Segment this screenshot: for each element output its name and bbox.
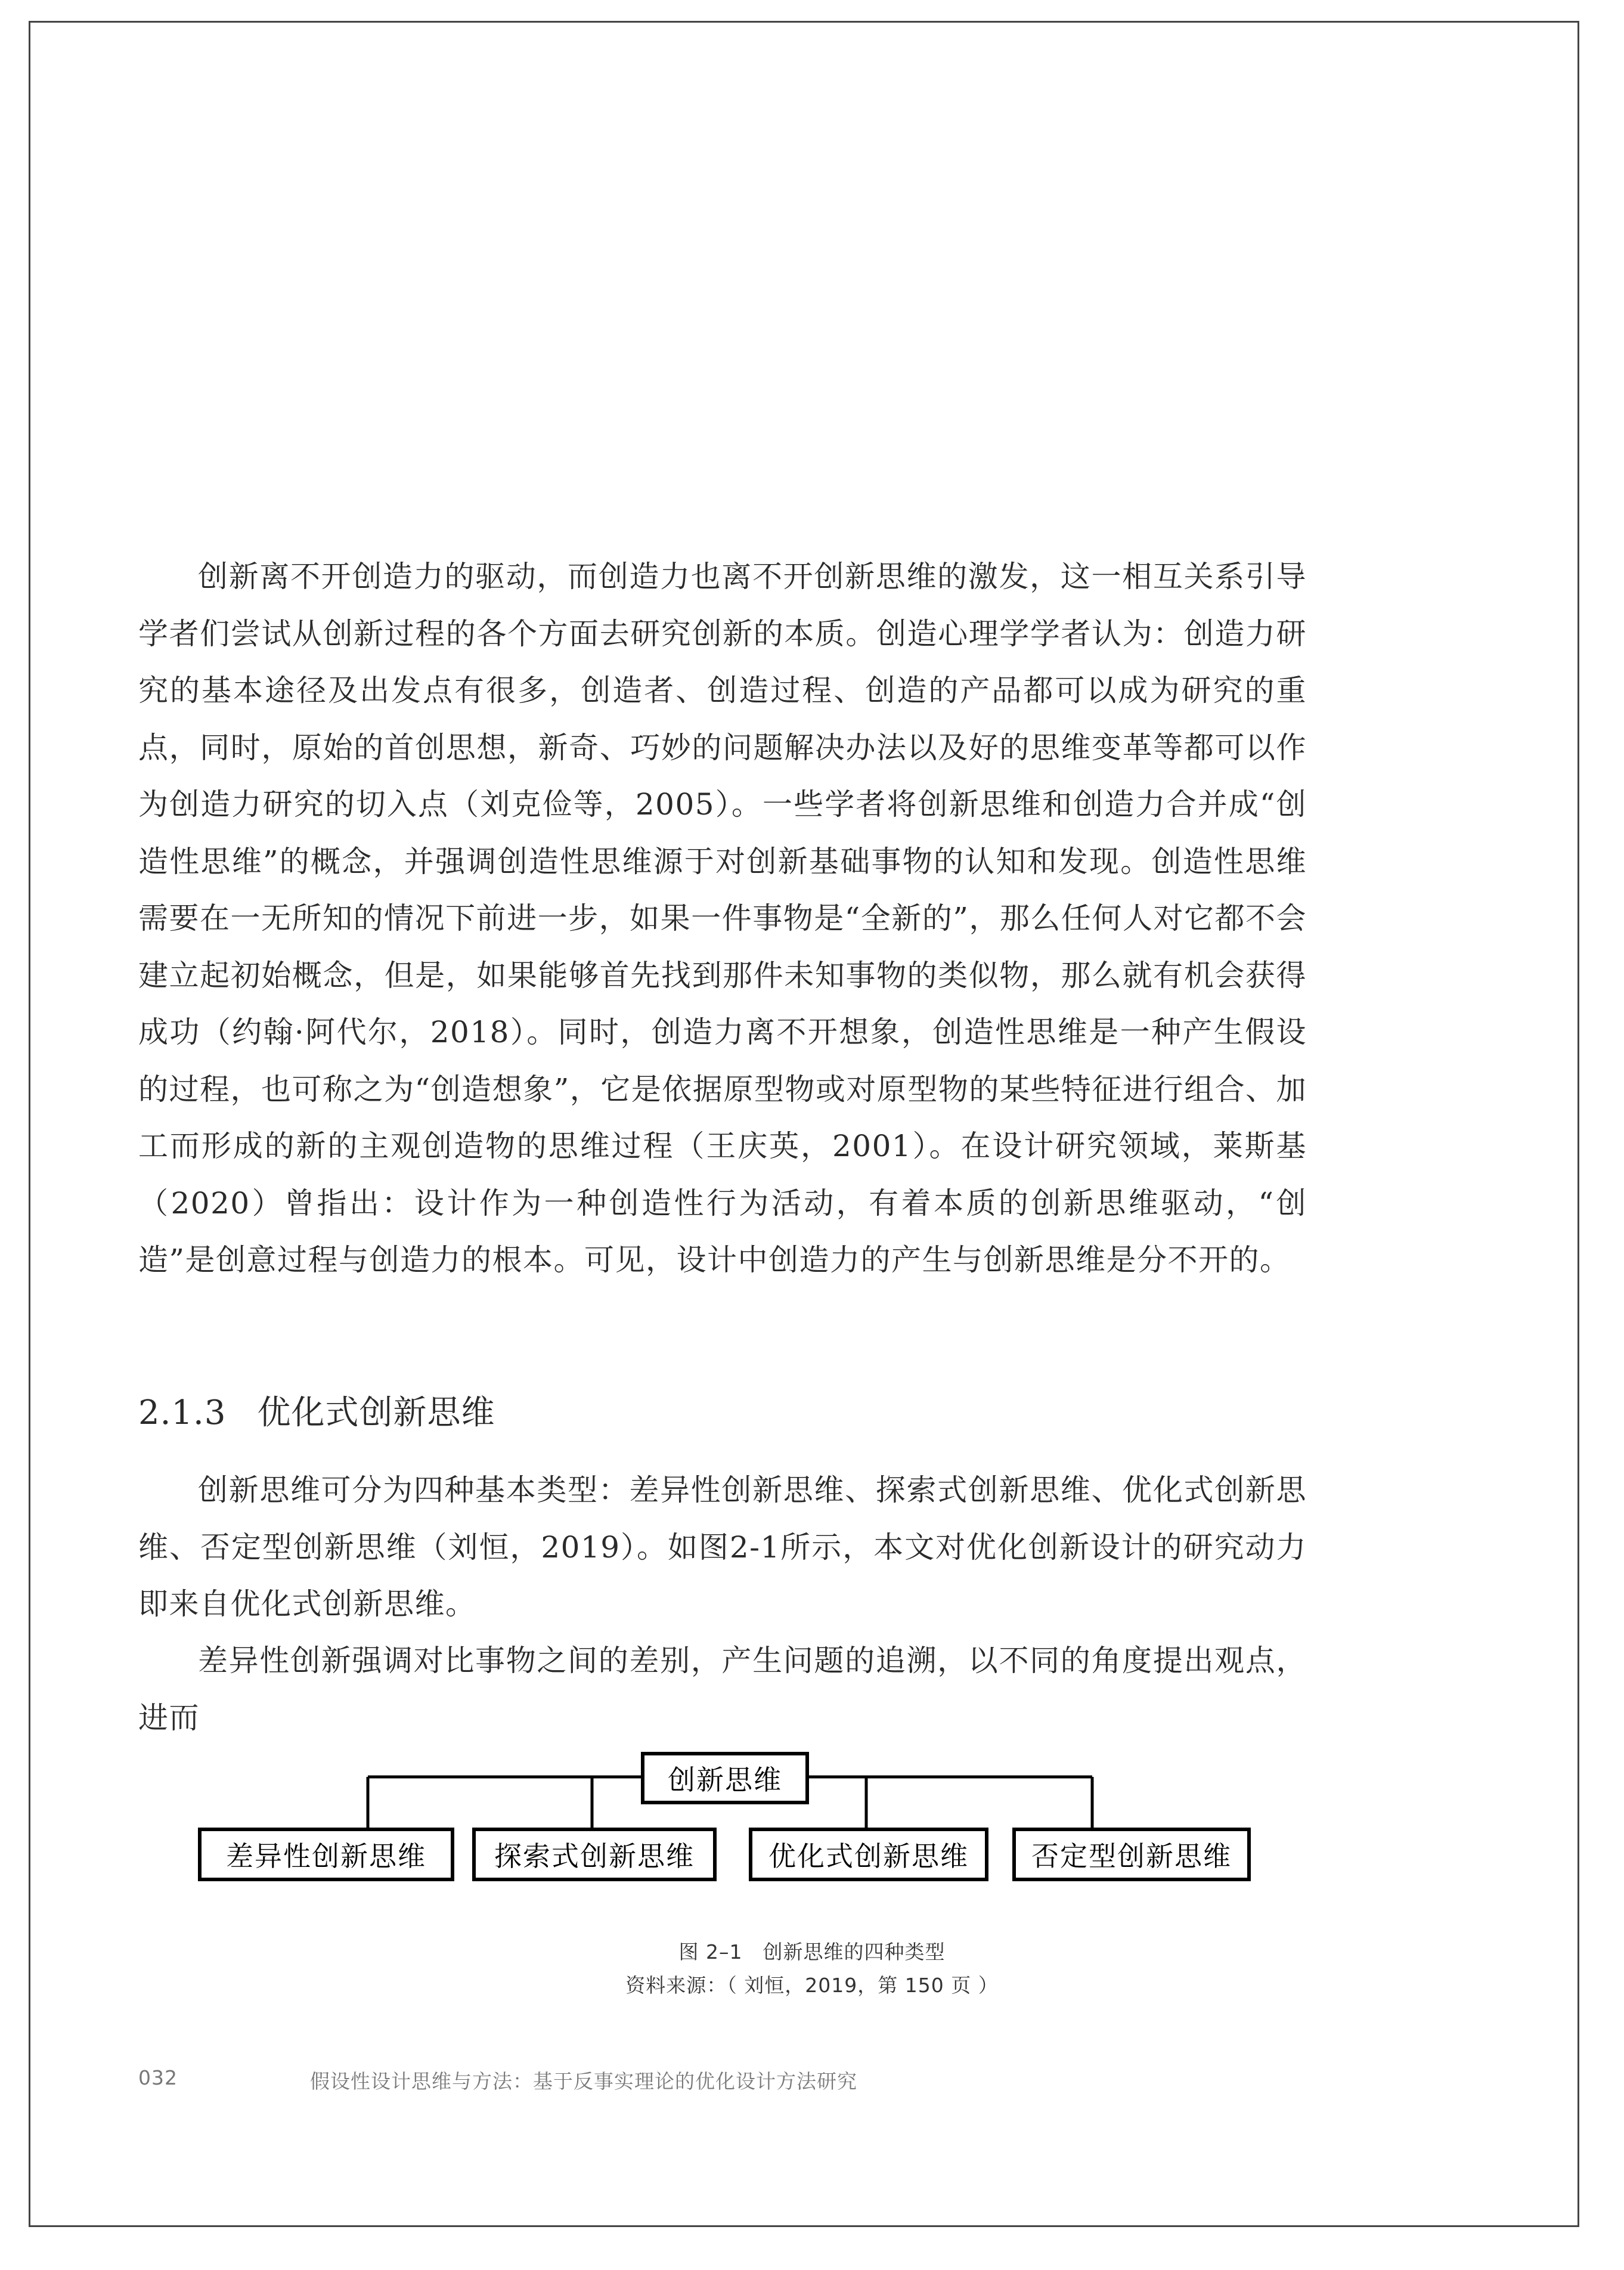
section-number: 2.1.3: [138, 1393, 227, 1432]
innovation-thinking-diagram: [191, 1741, 1264, 1902]
body-paragraph-difference: 差异性创新强调对比事物之间的差别，产生问题的追溯，以不同的角度提出观点，进而: [138, 1643, 1307, 1735]
trim-line-right: [1577, 21, 1579, 2227]
trim-line-bottom: [29, 2225, 1579, 2227]
figure-caption: 图 2–1 创新思维的四种类型: [678, 1940, 946, 1964]
child-node-3: 优化式创新思维: [749, 1828, 988, 1881]
figure-source: 资料来源：（ 刘恒，2019，第 150 页 ）: [625, 1974, 999, 1997]
section-heading: [138, 1386, 495, 1434]
running-title: 假设性设计思维与方法：基于反事实理论的优化设计方法研究: [310, 2070, 857, 2093]
child-node-4: 否定型创新思维: [1012, 1828, 1251, 1881]
section-title: 优化式创新思维: [257, 1393, 495, 1432]
root-node: 创新思维: [641, 1752, 809, 1804]
trim-line-top: [29, 21, 1579, 23]
body-paragraph-types: 创新思维可分为四种基本类型：差异性创新思维、探索式创新思维、优化式创新思维、否定型创新思维（刘恒，2019）。如图2-1所示，本文对优化创新设计的研究动力即来自优化式创新思维。: [138, 1473, 1307, 1621]
trim-line-left: [29, 21, 30, 2227]
child-node-1: 差异性创新思维: [198, 1828, 454, 1881]
child-node-2: 探索式创新思维: [472, 1828, 717, 1881]
page-number: 032: [138, 2066, 178, 2089]
body-paragraph-creativity: 创新离不开创造力的驱动，而创造力也离不开创新思维的激发，这一相互关系引导学者们尝试从创新过程的各个方面去研究创新的本质。创造心理学学者认为：创造力研究的基本途径及出发点有很多，创造者、创造过程、创造的产品都可以成为研究的重点，同时，原始的首创思想，新奇、巧妙的问题解决办法以及好的思维变革等都可以作为创造力研究的切入点（刘克俭等，2005）。一些学者将创新思维和创造力合并成“创造性思维”的概念，并强调创造性思维源于对创新基础事物的认知和发现。创造性思维需要在一无所知的情况下前进一步，如果一件事物是“全新的”，那么任何人对它都不会建立起初始概念，但是，如果能够首先找到那件未知事物的类似物，那么就有机会获得成功（约翰·阿代尔，2018）。同时，创造力离不开想象，创造性思维是一种产生假设的过程，也可称之为“创造想象”，它是依据原型物或对原型物的某些特征进行组合、加工而形成的新的主观创造物的思维过程（王庆英，2001）。在设计研究领域，莱斯基（2020）曾指出：设计作为一种创造性行为活动，有着本质的创新思维驱动，“创造”是创意过程与创造力的根本。可见，设计中创造力的产生与创新思维是分不开的。: [138, 559, 1307, 1277]
